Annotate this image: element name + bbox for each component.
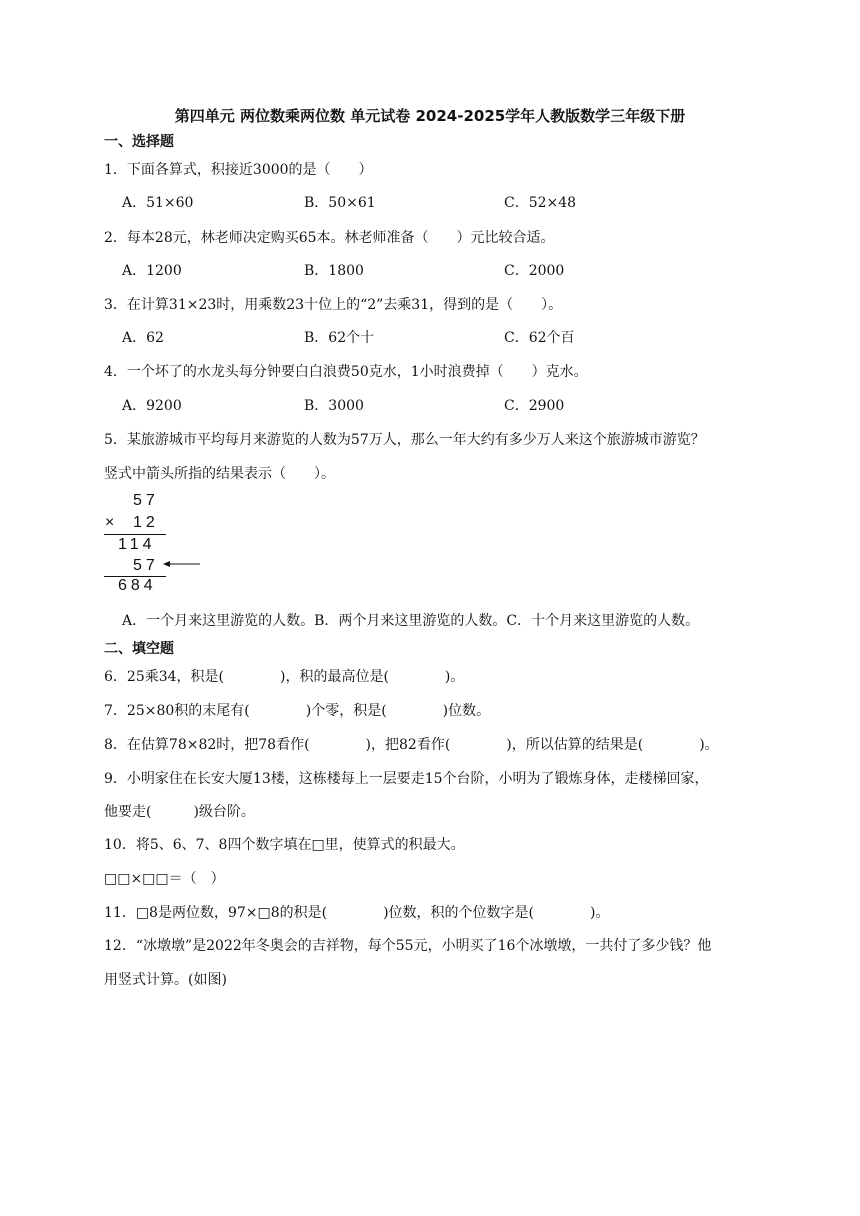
section-choice-heading: 一、选择题 <box>104 134 174 150</box>
vertical-rule-1 <box>104 534 166 535</box>
question-3: 3．在计算31×23时，用乘数23十位上的“2”去乘31，得到的是（ ）。 <box>104 297 563 313</box>
question-2: 2．每本28元，林老师决定购买65本。林老师准备（ ）元比较合适。 <box>104 230 555 246</box>
q2-option-c: C．2000 <box>504 263 565 279</box>
question-9-line-1: 9．小明家住在长安大厦13楼，这栋楼每上一层要走15个台阶，小明为了锻炼身体，走楼梯回家， <box>104 771 709 787</box>
q4-option-b: B．3000 <box>304 398 364 414</box>
vertical-times-sign: × <box>105 514 119 531</box>
question-12-line-2: 用竖式计算。(如图) <box>104 972 227 988</box>
vertical-row-partial-2: 57 <box>133 557 159 574</box>
question-11: 11．□8是两位数，97×□8的积是( )位数，积的个位数字是( )。 <box>104 905 610 921</box>
question-9-line-2: 他要走( )级台阶。 <box>104 804 255 820</box>
q4-option-a: A．9200 <box>122 398 182 414</box>
vertical-row-multiplicand: 57 <box>133 492 159 509</box>
vertical-row-partial-1: 114 <box>118 536 156 553</box>
q2-option-a: A．1200 <box>122 263 182 279</box>
vertical-row-product: 684 <box>118 577 157 594</box>
question-7: 7．25×80积的末尾有( )个零，积是( )位数。 <box>104 703 491 719</box>
q1-option-c: C．52×48 <box>504 195 577 211</box>
question-10-line-2: □□×□□＝（ ） <box>104 871 225 887</box>
question-5-line-2: 竖式中箭头所指的结果表示（ ）。 <box>104 466 335 482</box>
question-6: 6．25乘34，积是( )，积的最高位是( )。 <box>104 669 465 685</box>
q5-options: A．一个月来这里游览的人数。B．两个月来这里游览的人数。C．十个月来这里游览的人数。 <box>122 613 700 629</box>
vertical-row-multiplier: 12 <box>133 514 159 531</box>
vertical-multiplication <box>100 488 210 598</box>
question-1: 1．下面各算式，积接近3000的是（ ） <box>104 162 373 178</box>
page-title: 第四单元 两位数乘两位数 单元试卷 2024-2025学年人教版数学三年级下册 <box>174 107 686 125</box>
arrow-left-icon <box>162 558 202 570</box>
q3-option-a: A．62 <box>122 330 164 346</box>
q3-option-b: B．62个十 <box>304 330 375 346</box>
question-10-line-1: 10．将5、6、7、8四个数字填在□里，使算式的积最大。 <box>104 837 465 853</box>
question-8: 8．在估算78×82时，把78看作( )，把82看作( )，所以估算的结果是( )。 <box>104 737 719 753</box>
q2-option-b: B．1800 <box>304 263 364 279</box>
question-4: 4．一个坏了的水龙头每分钟要白白浪费50克水，1小时浪费掉（ ）克水。 <box>104 364 588 380</box>
q3-option-c: C．62个百 <box>504 330 575 346</box>
section-fill-heading: 二、填空题 <box>104 641 174 657</box>
q1-option-a: A．51×60 <box>122 195 194 211</box>
q4-option-c: C．2900 <box>504 398 565 414</box>
q1-option-b: B．50×61 <box>304 195 376 211</box>
question-12-line-1: 12．“冰墩墩”是2022年冬奥会的吉祥物，每个55元，小明买了16个冰墩墩，一共付了多少钱？他 <box>104 938 712 954</box>
question-5-line-1: 5．某旅游城市平均每月来游览的人数为57万人，那么一年大约有多少万人来这个旅游城市游览？ <box>104 432 705 448</box>
